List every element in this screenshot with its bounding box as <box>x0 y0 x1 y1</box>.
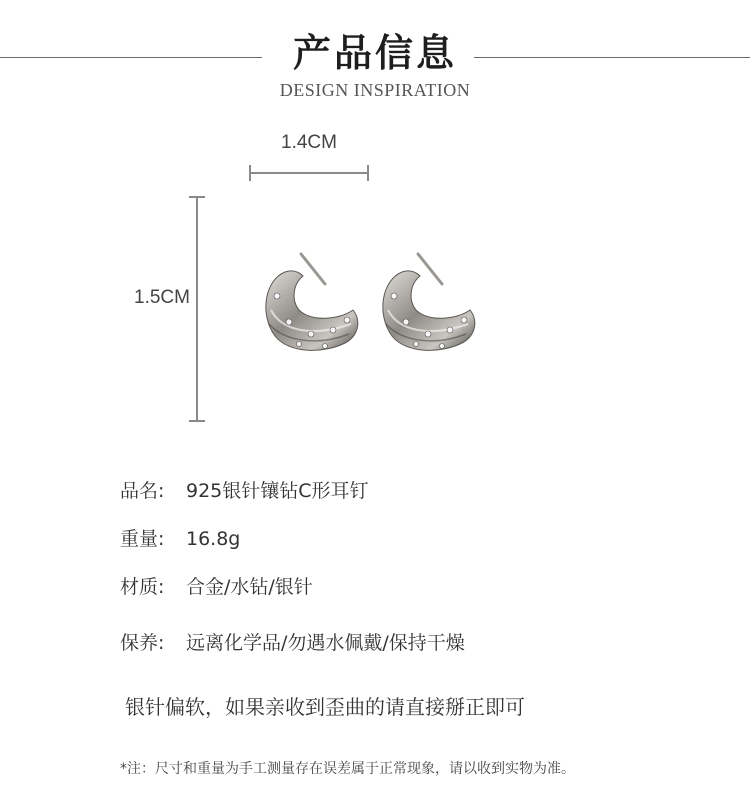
detail-key: 品名: <box>120 480 165 502</box>
detail-value: 16.8g <box>186 528 241 550</box>
width-measure-line <box>250 172 368 174</box>
detail-key: 材质: <box>120 576 165 598</box>
height-measure-line <box>196 196 198 422</box>
detail-value: 925银针镶钻C形耳钉 <box>186 480 369 502</box>
detail-value: 合金/水钻/银针 <box>186 576 313 598</box>
width-label: 1.4CM <box>281 132 337 153</box>
height-measure-cap-top <box>189 196 205 198</box>
detail-row-care <box>120 628 465 655</box>
page-subtitle: DESIGN INSPIRATION <box>279 80 471 100</box>
width-measure-cap-right <box>367 165 369 181</box>
detail-value: 远离化学品/勿遇水佩戴/保持干燥 <box>186 632 465 654</box>
detail-row-weight <box>120 524 240 551</box>
adjust-note: 银针偏软，如果亲收到歪曲的请直接掰正即可 <box>125 695 525 719</box>
detail-row-material <box>120 572 313 599</box>
earring-left-image <box>255 250 375 360</box>
height-measure-cap-bottom <box>189 420 205 422</box>
detail-key: 保养: <box>120 632 165 654</box>
disclaimer-note: *注：尺寸和重量为手工测量存在误差属于正常现象，请以收到实物为准。 <box>120 761 575 777</box>
detail-key: 重量: <box>120 528 165 550</box>
detail-row-name <box>120 476 369 503</box>
earring-right-image <box>372 250 492 360</box>
page-title: 产品信息 <box>292 31 457 75</box>
height-label: 1.5CM <box>134 287 190 308</box>
width-measure-cap-left <box>249 165 251 181</box>
